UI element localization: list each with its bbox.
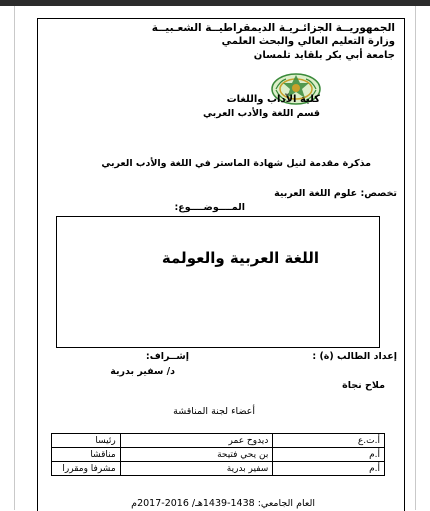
committee-role: مشرفا ومقررا <box>52 462 121 476</box>
committee-rank: أ.م <box>273 462 385 476</box>
republic-heading: الجمهوريــة الجزائـريـة الديمقراطيــة الشعـبيــة <box>151 22 395 34</box>
supervisor-name: د/ سفير بدرية <box>110 366 175 377</box>
committee-table <box>51 433 385 476</box>
thesis-title-box <box>56 216 380 348</box>
university-heading: جامعة أبي بكر بلقايد تلمسان <box>253 50 395 61</box>
table-row <box>52 448 385 462</box>
author-name: ملاح نجاة <box>342 380 385 391</box>
supervisor-label: إشــراف: <box>145 351 189 362</box>
ministry-heading: وزارة التعليم العالي والبحث العلمي <box>221 36 395 47</box>
committee-role: مناقشا <box>52 448 121 462</box>
table-row <box>52 462 385 476</box>
specialty-label: تخصص: علوم اللغة العربية <box>274 188 397 199</box>
academic-year: العام الجامعي: 1438-1439هـ/ 2016-2017م <box>131 498 315 509</box>
committee-rank: أ.م <box>273 448 385 462</box>
committee-member-name: سفير بدرية <box>120 462 273 476</box>
thesis-statement: مذكرة مقدمة لنيل شهادة الماستر في اللغة والأدب العربي <box>101 158 371 169</box>
thesis-title: اللغة العربية والعولمة <box>161 249 319 267</box>
committee-heading: أعضاء لجنة المناقشة <box>173 406 255 417</box>
committee-member-name: بن يحي فتيحة <box>120 448 273 462</box>
table-row <box>52 434 385 448</box>
author-label: إعداد الطالب (ة) : <box>312 351 397 362</box>
committee-role: رئيسا <box>52 434 121 448</box>
committee-member-name: ديدوح عمر <box>120 434 273 448</box>
committee-rank: أ.ت.ع <box>273 434 385 448</box>
department-name: قسم اللغة والأدب العربي <box>202 108 320 119</box>
faculty-name: كلية الآداب واللغات <box>226 94 320 105</box>
document-page <box>14 6 416 510</box>
topic-label: المــــوضــــوع: <box>174 202 245 213</box>
